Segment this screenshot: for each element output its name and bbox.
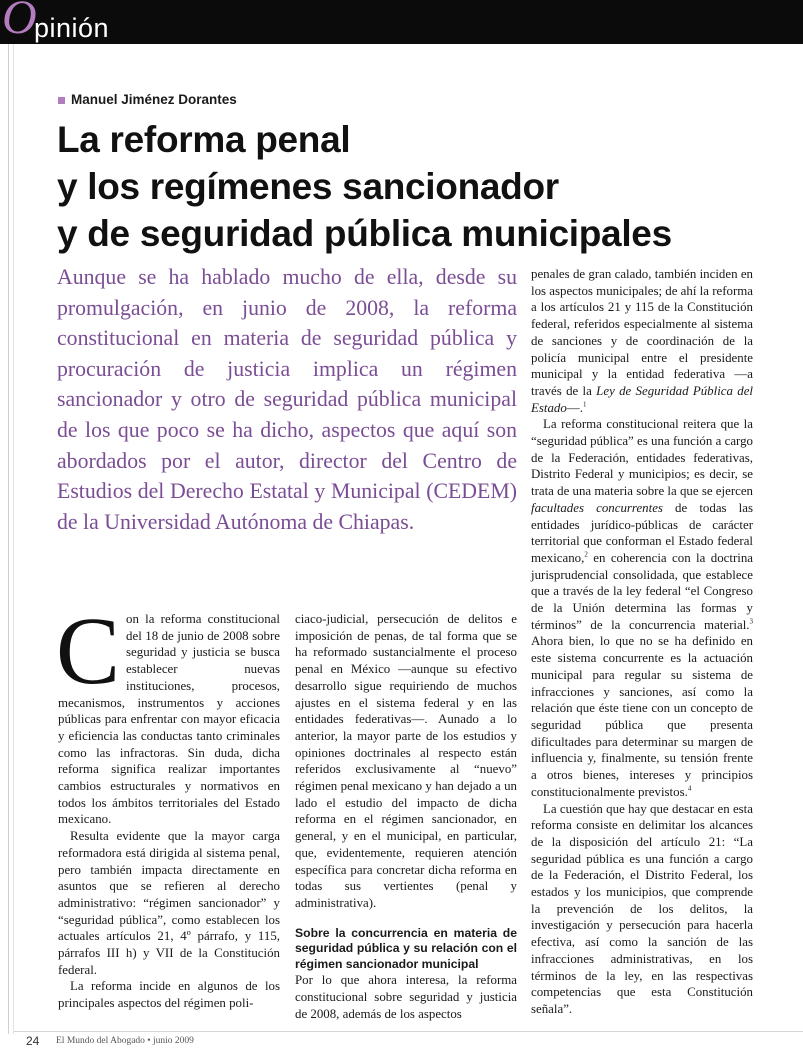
section-label: pinión <box>34 13 110 43</box>
section-subheading: Sobre la concurrencia en materia de seguridad pública y su relación con el régimen sancionador municipal <box>295 925 517 971</box>
footnote-ref: 1 <box>582 400 587 409</box>
footer-rule <box>14 1031 803 1032</box>
body-column-1 <box>56 597 280 1012</box>
title-line: La reforma penal <box>57 119 351 160</box>
drop-cap: C <box>56 597 121 704</box>
byline <box>58 92 237 107</box>
page-number: 24 <box>26 1034 40 1048</box>
paragraph: La reforma constitucional reitera que la “seguridad pública” es una función a cargo de la Federación, entidades federativas, Distrito Federal y municipios; es decir, se trata de una materia sobre la que se ejercen facultades concurrentes de todas las entidades jurídico-públicas de carácter territorial que conforman el Estado federal mexicano,$^2$ en coherencia con la doctrina jurisprudencial consolidada, que establece que a través de la ley federal “el Congreso de la Unión determina las formas y términos” de la concurrencia material.$^3$ Ahora bien, lo que no se ha definido en este sistema concurrente es la actuación municipal para regular su sistema de infracciones y sanciones, así como la relación que éste tiene con un concepto de seguridad pública que presenta dificultades para determinar su margen de influencia y, finalmente, su tensión frente a otros bienes, intereses y principios constitucionalmente previstos.$^4$ <box>531 417 753 799</box>
paragraph: Por lo que ahora interesa, la reforma constitucional sobre seguridad y justicia de 2008, además de los aspectos <box>295 973 517 1021</box>
square-bullet-icon <box>58 97 65 104</box>
margin-rule <box>8 44 9 1034</box>
paragraph: La cuestión que hay que destacar en esta reforma consiste en delimitar los alcances de la disposición del artículo 21: “La seguridad pública es una función a cargo de la Federación, el Distrito Federal, los estados y los municipios, que comprende la prevención de los delitos, la investigación y persecución para hacerla efectiva, así como la sanción de las infracciones administrativas, en los términos de la ley, en las respectivas competencias que esta Constitución señala”. <box>531 801 753 1016</box>
journal-credit: El Mundo del Abogado • junio 2009 <box>56 1036 194 1046</box>
paragraph: Resulta evidente que la mayor carga reformadora está dirigida al sistema penal, pero también impacta directamente en asuntos que se refieren al derecho administrativo: “régimen sancionador” y “seguridad pública”, como establecen los actuales artículos 21, 4º párrafo, y 115, párrafos III h) y VII de la Constitución federal. <box>58 829 280 977</box>
margin-rule-inner <box>13 44 14 1034</box>
footnote-ref: 3 <box>749 617 753 626</box>
title-line: y los regímenes sancionador <box>57 166 559 207</box>
footnote-ref: 4 <box>687 784 692 793</box>
title-line: y de seguridad pública municipales <box>57 213 672 254</box>
article-deck: Aunque se ha hablado mucho de ella, desde su promulgación, en junio de 2008, la reforma constitucional en materia de seguridad pública y procuración de justicia implica un régimen sancionador y otro de seguridad pública municipal de los que poco se ha dicho, aspectos que aquí son abordados por el autor, director del Centro de Estudios del Derecho Estatal y Municipal (CEDEM) de la Universidad Autónoma de Chiapas. <box>57 265 517 534</box>
body-column-3 <box>531 266 753 1018</box>
section-logo <box>2 2 162 46</box>
footnote-ref: 2 <box>584 550 588 559</box>
paragraph: penales de gran calado, también inciden en los aspectos municipales; de ahí la reforma a los artículos 21 y 115 de la Constitución federal, referidos especialmente al sistema de sanciones y de coordinación de la policía municipal entre el presidente municipal y la entidad federativa —a través de la Ley de Seguridad Pública del Estado—.$^1$ <box>531 267 753 415</box>
author-name: Manuel Jiménez Dorantes <box>71 92 237 107</box>
paragraph: Con la reforma constitucional del 18 de junio de 2008 sobre seguridad y justicia se busca establecer nuevas instituciones, procesos, mecanismos, instrumentos y acciones públicas para enfrentar con mayor eficacia y eficiencia las conductas tanto criminales como las infractoras. Sin duda, dicha reforma significa realizar importantes cambios estructurales y normativos en todos los ámbitos territoriales del Estado mexicano. <box>56 597 280 827</box>
paragraph: La reforma incide en algunos de los principales aspectos del régimen poli- <box>58 979 280 1011</box>
article-title <box>57 116 672 257</box>
section-initial: O <box>2 0 37 44</box>
body-column-2 <box>295 611 517 1022</box>
paragraph: ciaco-judicial, persecución de delitos e imposición de penas, de tal forma que se ha reformado sustancialmente el proceso penal en México —aunque su efectivo desarrollo sigue requiriendo de muchos ajustes en el sistema federal y en las entidades federativas—. Aunado a lo anterior, la mayor parte de los estudios y opiniones doctrinales al respecto están referidos exclusivamente al “nuevo” régimen penal mexicano y han dejado a un lado el estudio del impacto de dicha reforma en el régimen sancionador, en general, y en el municipal, en particular, que, evidentemente, requieren atención específica para concretar dicha reforma en todas sus vertientes (penal y administrativa). <box>295 612 517 910</box>
